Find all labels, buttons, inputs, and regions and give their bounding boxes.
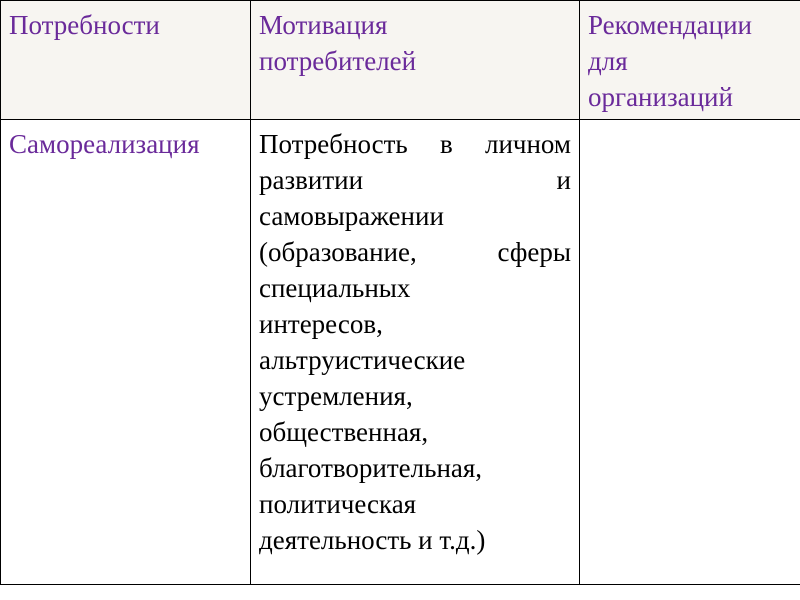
header-recommendations-line2: для (588, 46, 628, 76)
header-recommendations-line1: Рекомендации (588, 10, 752, 40)
header-cell-motivation (251, 1, 580, 120)
motivation-line: развитии и (259, 165, 571, 195)
motivation-line: самовыражении (259, 201, 444, 231)
header-cell-recommendations (580, 1, 800, 120)
motivation-line: благотворительная, (259, 453, 483, 483)
motivation-line: Потребность в личном (259, 129, 571, 159)
motivation-line: альтруистические (259, 345, 466, 375)
motivation-line: устремления, (259, 381, 413, 411)
motivation-line: интересов, (259, 309, 383, 339)
need-label: Самореализация (9, 129, 200, 159)
motivation-cell (251, 120, 580, 585)
header-motivation-line2: потребителей (259, 46, 417, 76)
table-header-row (1, 1, 800, 120)
motivation-line: (образование, сферы (259, 237, 571, 267)
motivation-line: специальных (259, 273, 411, 303)
need-cell (1, 120, 251, 585)
motivation-line: политическая (259, 489, 417, 519)
header-recommendations-line3: организаций (588, 82, 733, 112)
motivation-line: общественная, (259, 417, 429, 447)
header-cell-needs (1, 1, 251, 120)
motivation-line: деятельность и т.д.) (259, 525, 486, 555)
table-row (1, 120, 800, 585)
header-needs-label: Потребности (9, 10, 160, 40)
recommendations-cell (580, 120, 800, 585)
header-motivation-line1: Мотивация (259, 10, 388, 40)
